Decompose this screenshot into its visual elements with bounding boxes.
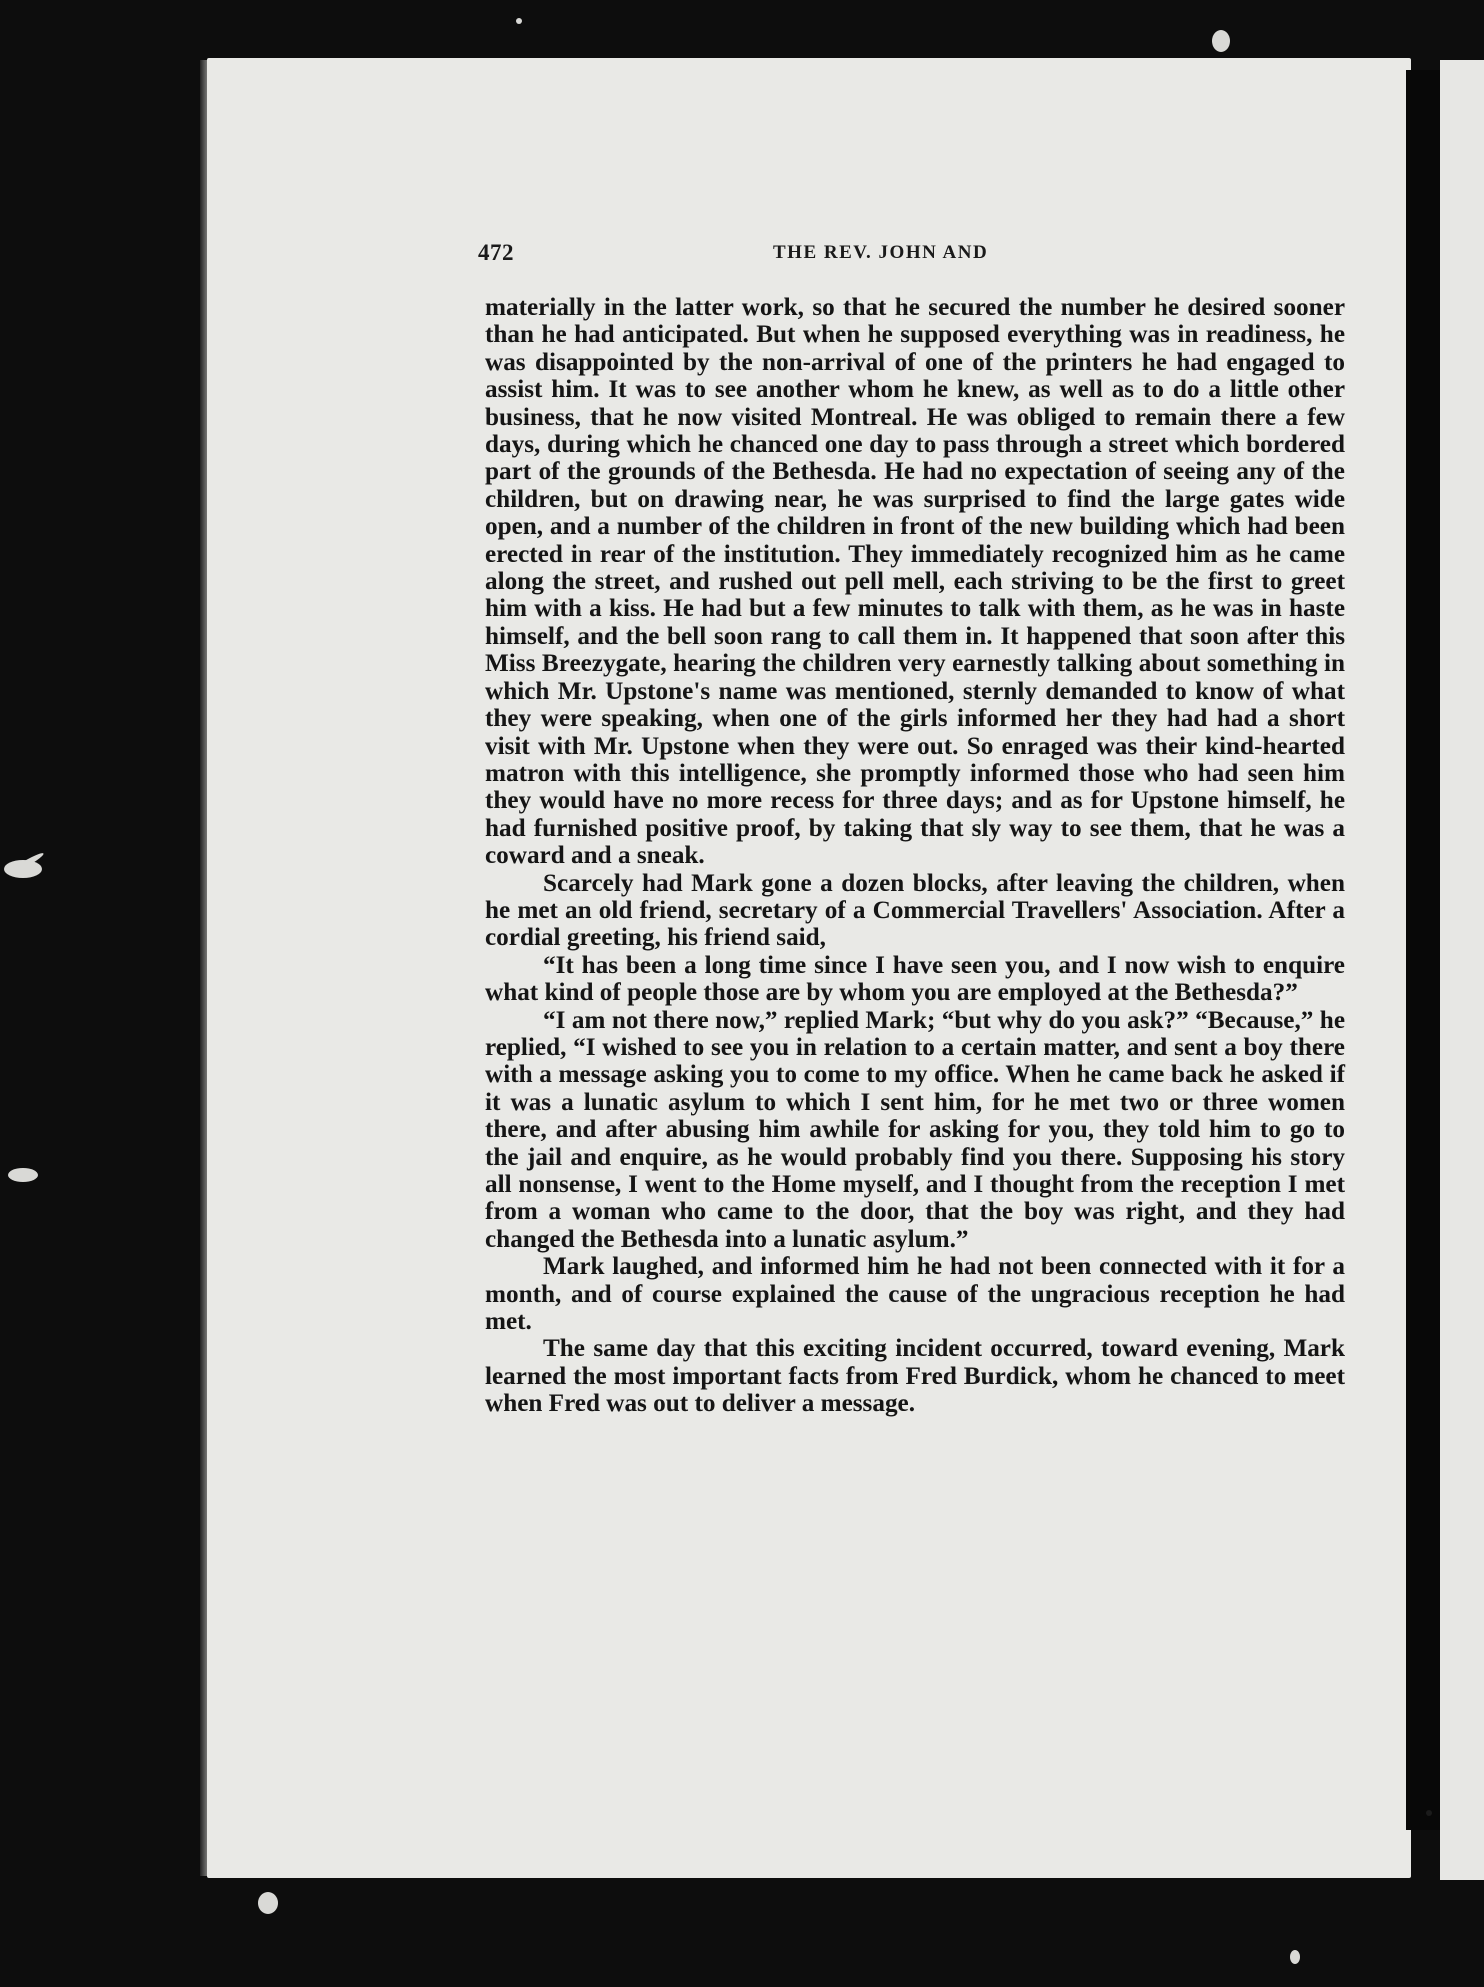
paragraph: Scarcely had Mark gone a dozen blocks, after leaving the children, when he met an old friend, secretary of a Commercial Travellers' Association. After a cordial greeting, his friend said,	[485, 869, 1345, 952]
body-text	[485, 294, 1345, 1418]
gutter-shadow	[1406, 70, 1440, 1830]
scan-speck	[4, 860, 42, 878]
running-head: THE REV. JOHN AND	[773, 242, 989, 263]
scan-speck	[258, 1892, 278, 1914]
adjacent-page-edge	[1440, 60, 1484, 1880]
scan-speck	[1290, 1950, 1300, 1964]
page-number: 472	[478, 240, 514, 265]
paragraph: The same day that this exciting incident occurred, toward evening, Mark learned the most important facts from Fred Burdick, whom he chanced to meet when Fred was out to deliver a message.	[485, 1335, 1345, 1418]
paragraph: materially in the latter work, so that he secured the number he desired sooner than he had anticipated. But when he supposed everything was in readiness, he was disappointed by the non-arrival of one of the printers he had engaged to assist him. It was to see another whom he knew, as well as to do a little other business, that he now visited Montreal. He was obliged to remain there a few days, during which he chanced one day to pass through a street which bordered part of the grounds of the Bethesda. He had no expectation of seeing any of the children, but on drawing near, he was surprised to find the large gates wide open, and a number of the children in front of the new building which had been erected in rear of the institution. They immediately recognized him as he came along the street, and rushed out pell mell, each striving to be the first to greet him with a kiss. He had but a few minutes to talk with them, as he was in haste himself, and the bell soon rang to call them in. It happened that soon after this Miss Breezygate, hearing the children very earnestly talking about something in which Mr. Upstone's name was mentioned, sternly demanded to know of what they were speaking, when one of the girls informed her they had had a short visit with Mr. Upstone when they were out. So enraged was their kind-hearted matron with this intelligence, she promptly informed those who had seen him they would have no more recess for three days; and as for Upstone himself, he had furnished positive proof, by taking that sly way to see them, that he was a coward and a sneak.	[485, 294, 1345, 870]
scan-speck	[1212, 30, 1230, 52]
page-header	[478, 240, 1328, 270]
scan-speck	[8, 1168, 38, 1182]
paragraph: “I am not there now,” replied Mark; “but why do you ask?” “Because,” he replied, “I wished to see you in relation to a certain matter, and sent a boy there with a message asking you to come to my office. When he came back he asked if it was a lunatic asylum to which I sent him, for he met two or three women there, and after abusing him awhile for asking for you, they told him to go to the jail and enquire, as he would probably find you there. Supposing his story all nonsense, I went to the Home myself, and I thought from the reception I met from a woman who came to the door, that the boy was right, and they had changed the Bethesda into a lunatic asylum.”	[485, 1006, 1345, 1253]
paragraph: “It has been a long time since I have seen you, and I now wish to enquire what kind of people those are by whom you are employed at the Bethesda?”	[485, 951, 1345, 1007]
scan-speck	[1426, 1810, 1432, 1816]
scan-speck	[516, 18, 522, 24]
paragraph: Mark laughed, and informed him he had not been connected with it for a month, and of course explained the cause of the ungracious reception he had met.	[485, 1253, 1345, 1336]
